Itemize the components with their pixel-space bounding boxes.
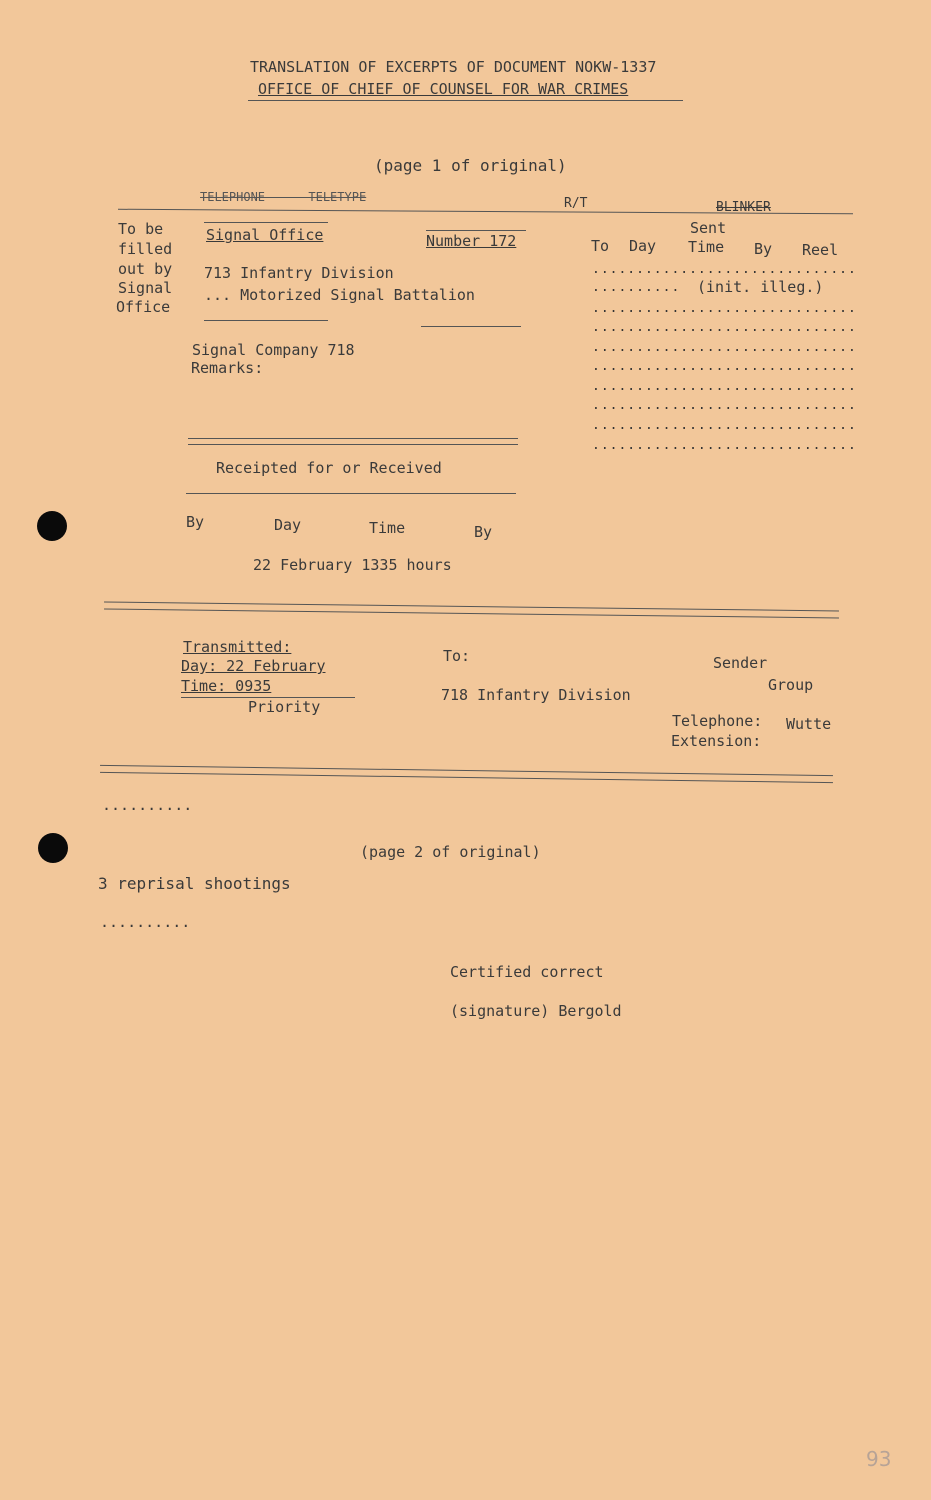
transmitted-label: Transmitted: [183,638,292,656]
dotted-line: .............................. [592,438,857,453]
mode-rt: R/T [564,196,588,211]
dotted-line: .............................. [592,262,857,277]
receipt-col-by2: By [474,523,493,541]
transmitted-time: Time: 0935 [181,677,272,695]
to-value: 718 Infantry Division [441,686,631,704]
initials-note: (init. illeg.) [697,278,824,296]
dotted-line: .............................. [592,301,857,316]
unit-signal-battalion: ... Motorized Signal Battalion [204,286,475,304]
signal-office-topline [204,222,328,223]
extension-label: Extension: [671,732,762,750]
mode-telephone-teletype: TELEPHONE------TELETYPE [200,190,367,204]
page-number: 93 [866,1447,892,1471]
ellipsis-2: .......... [100,913,191,931]
unit-underline-left [204,320,328,321]
transmitted-day: Day: 22 February [181,657,326,675]
sent-header: Sent [690,219,727,237]
receipt-col-by: By [186,513,205,531]
left-note-4: Signal [118,279,173,297]
to-label: To: [443,647,471,665]
remarks-label: Remarks: [191,359,264,377]
left-note-3: out by [118,260,173,278]
dotted-line: .............................. [592,359,857,374]
left-note-5: Office [116,298,171,316]
sent-col-reel: Reel [802,241,839,259]
certified-correct: Certified correct [450,963,604,981]
sent-col-day: Day [629,237,657,255]
page2-label: (page 2 of original) [360,843,541,861]
dotted-line: .............................. [592,418,857,433]
unit-underline-right [421,326,521,327]
sent-col-to: To [591,237,610,255]
group-label: Group [768,676,814,694]
title-underline [248,100,683,101]
punch-hole-top [37,511,67,541]
signature-line: (signature) Bergold [450,1002,622,1020]
signal-company: Signal Company 718 [192,341,355,359]
page1-label: (page 1 of original) [374,156,567,175]
unit-division: 713 Infantry Division [204,264,394,282]
dotted-line: .............................. [592,398,857,413]
dotted-line: .............................. [592,320,857,335]
left-note-1: To be [118,220,164,238]
remarks-double-rule-2 [188,444,518,445]
dotted-line: .......... [592,280,681,295]
mode-blinker: BLINKER [716,200,771,215]
receipted-rule [186,493,516,494]
document-subtitle: OFFICE OF CHIEF OF COUNSEL FOR WAR CRIMES [258,80,629,98]
body-text: 3 reprisal shootings [98,874,291,893]
document-title: TRANSLATION OF EXCERPTS OF DOCUMENT NOKW-1337 [250,58,657,76]
ellipsis-1: .......... [102,796,193,814]
remarks-double-rule-1 [188,438,518,439]
telephone-value: Wutte [786,715,832,733]
signal-office-label: Signal Office [206,226,324,244]
left-note-2: filled [118,240,173,258]
receipt-date: 22 February 1335 hours [253,556,452,574]
sent-col-by: By [754,240,773,258]
dotted-line: .............................. [592,379,857,394]
number-topline [426,230,526,231]
receipted-label: Receipted for or Received [216,459,442,477]
punch-hole-bottom [38,833,68,863]
receipt-col-day: Day [274,516,302,534]
message-number: Number 172 [426,232,517,250]
dotted-line: .............................. [592,340,857,355]
receipt-col-time: Time [369,519,406,537]
telephone-label: Telephone: [672,712,763,730]
sent-col-time: Time [688,238,725,256]
sender-label: Sender [713,654,768,672]
priority-label: Priority [248,698,321,716]
